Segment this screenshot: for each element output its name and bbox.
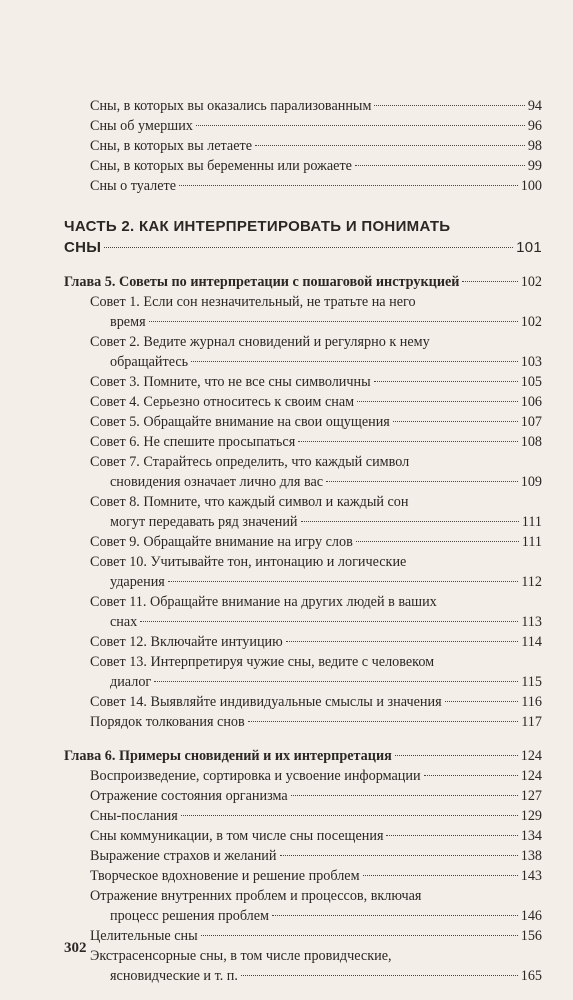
toc-entry bbox=[64, 156, 542, 176]
toc-entry-title: Совет 7. Старайтесь определить, что каждый символ bbox=[90, 454, 410, 470]
toc-entry bbox=[64, 632, 542, 652]
dot-leader bbox=[355, 165, 525, 166]
toc-entry bbox=[64, 886, 542, 906]
part-heading-line2: СНЫ bbox=[64, 239, 102, 256]
toc-entry-page: 165 bbox=[520, 968, 542, 984]
toc-entry-page: 116 bbox=[521, 694, 542, 710]
toc-entry bbox=[64, 492, 542, 512]
toc-entry-page: 103 bbox=[520, 354, 542, 370]
toc-entry-title: Воспроизведение, сортировка и усвоение информации bbox=[90, 768, 421, 784]
page-number: 302 bbox=[64, 940, 87, 956]
dot-leader bbox=[280, 855, 518, 856]
toc-entry-page: 102 bbox=[520, 274, 542, 290]
toc-entry bbox=[64, 946, 542, 966]
toc-entry-page: 124 bbox=[520, 768, 542, 784]
part-heading-line1: ЧАСТЬ 2. КАК ИНТЕРПРЕТИРОВАТЬ И ПОНИМАТЬ bbox=[64, 218, 451, 235]
toc-entry-title-cont: диалог bbox=[110, 674, 152, 690]
toc-entry-title-cont: время bbox=[110, 314, 146, 330]
dot-leader bbox=[272, 915, 518, 916]
dot-leader bbox=[393, 421, 518, 422]
toc-entry bbox=[64, 432, 542, 452]
toc-entry-title: Совет 5. Обращайте внимание на свои ощущения bbox=[90, 414, 390, 430]
toc-entry-title: Совет 1. Если сон незначительный, не тратьте на него bbox=[90, 294, 416, 310]
toc-entry bbox=[64, 766, 542, 786]
toc-entry-page: 124 bbox=[520, 748, 542, 764]
toc-entry-page: 114 bbox=[521, 634, 542, 650]
toc-entry bbox=[64, 452, 542, 472]
toc-entry-page: 107 bbox=[520, 414, 542, 430]
toc-entry-title: Совет 10. Учитывайте тон, интонацию и логические bbox=[90, 554, 407, 570]
toc-entry-cont bbox=[64, 906, 542, 926]
toc-entry-title-cont: снах bbox=[110, 614, 138, 630]
toc-entry-page: 134 bbox=[520, 828, 542, 844]
dot-leader bbox=[248, 721, 519, 722]
toc-entry-page: 111 bbox=[521, 534, 542, 550]
toc-entry bbox=[64, 652, 542, 672]
toc-entry-title: Совет 8. Помните, что каждый символ и каждый сон bbox=[90, 494, 409, 510]
toc-entry-cont bbox=[64, 672, 542, 692]
part-heading bbox=[64, 216, 542, 237]
dot-leader bbox=[104, 247, 513, 248]
toc-entry bbox=[64, 292, 542, 312]
toc-entry bbox=[64, 926, 542, 946]
chapter-title: Глава 5. Советы по интерпретации с пошаговой инструкцией bbox=[64, 274, 460, 290]
toc-entry-cont bbox=[64, 572, 542, 592]
toc-entry-page: 156 bbox=[520, 928, 542, 944]
toc-entry-page: 109 bbox=[520, 474, 542, 490]
part-heading-cont bbox=[64, 237, 542, 258]
toc-entry-title-cont: процесс решения проблем bbox=[110, 908, 270, 924]
dot-leader bbox=[196, 125, 525, 126]
toc-entry-cont bbox=[64, 612, 542, 632]
chapter-heading bbox=[64, 272, 542, 292]
toc-entry bbox=[64, 116, 542, 136]
toc-entry-title: Совет 13. Интерпретируя чужие сны, ведите с человеком bbox=[90, 654, 435, 670]
toc-entry-page: 143 bbox=[520, 868, 542, 884]
toc-entry-title-cont: сновидения означает лично для вас bbox=[110, 474, 324, 490]
dot-leader bbox=[363, 875, 518, 876]
toc-entry-title: Экстрасенсорные сны, в том числе провидческие, bbox=[90, 948, 392, 964]
dot-leader bbox=[140, 621, 518, 622]
toc-entry bbox=[64, 866, 542, 886]
toc-entry bbox=[64, 372, 542, 392]
toc-entry-title: Отражение внутренних проблем и процессов, включая bbox=[90, 888, 422, 904]
dot-leader bbox=[357, 401, 518, 402]
toc-entry-cont bbox=[64, 966, 542, 986]
toc-entry-title: Совет 6. Не спешите просыпаться bbox=[90, 434, 296, 450]
toc-entry bbox=[64, 136, 542, 156]
toc-entry-page: 115 bbox=[521, 674, 542, 690]
toc-entry-page: 100 bbox=[520, 178, 542, 194]
toc-entry-title: Совет 14. Выявляйте индивидуальные смыслы и значения bbox=[90, 694, 442, 710]
dot-leader bbox=[374, 105, 524, 106]
toc-entry-page: 129 bbox=[520, 808, 542, 824]
toc-entry-title: Отражение состояния организма bbox=[90, 788, 288, 804]
dot-leader bbox=[286, 641, 519, 642]
toc-entry-page: 98 bbox=[527, 138, 542, 154]
dot-leader bbox=[326, 481, 518, 482]
toc-entry-page: 102 bbox=[520, 314, 542, 330]
toc-entry-title-cont: ясновидческие и т. п. bbox=[110, 968, 238, 984]
toc-entry-title-cont: ударения bbox=[110, 574, 165, 590]
toc-entry-title: Сны, в которых вы летаете bbox=[90, 138, 252, 154]
dot-leader bbox=[298, 441, 517, 442]
toc-entry-page: 113 bbox=[521, 614, 542, 630]
toc-entry bbox=[64, 692, 542, 712]
toc-entry bbox=[64, 826, 542, 846]
toc-entry bbox=[64, 176, 542, 196]
toc-entry bbox=[64, 96, 542, 116]
toc-entry-page: 105 bbox=[520, 374, 542, 390]
toc-entry-title: Совет 3. Помните, что не все сны символичны bbox=[90, 374, 371, 390]
chapter-heading bbox=[64, 746, 542, 766]
toc-entry-page: 146 bbox=[520, 908, 542, 924]
dot-leader bbox=[462, 281, 517, 282]
dot-leader bbox=[395, 755, 518, 756]
dot-leader bbox=[301, 521, 519, 522]
toc-entry-title: Выражение страхов и желаний bbox=[90, 848, 277, 864]
toc-entry-page: 112 bbox=[521, 574, 542, 590]
dot-leader bbox=[374, 381, 518, 382]
dot-leader bbox=[424, 775, 518, 776]
toc-entry bbox=[64, 806, 542, 826]
toc-entry-title: Творческое вдохновение и решение проблем bbox=[90, 868, 360, 884]
dot-leader bbox=[179, 185, 518, 186]
toc-entry-title: Совет 12. Включайте интуицию bbox=[90, 634, 283, 650]
toc-entry-cont bbox=[64, 472, 542, 492]
dot-leader bbox=[168, 581, 518, 582]
toc-entry bbox=[64, 552, 542, 572]
toc-entry-page: 108 bbox=[520, 434, 542, 450]
toc-entry-page: 94 bbox=[527, 98, 542, 114]
toc-entry bbox=[64, 712, 542, 732]
dot-leader bbox=[386, 835, 517, 836]
toc-entry-page: 138 bbox=[520, 848, 542, 864]
toc-entry-title: Сны о туалете bbox=[90, 178, 176, 194]
toc-entry bbox=[64, 846, 542, 866]
toc-entry-title: Совет 9. Обращайте внимание на игру слов bbox=[90, 534, 353, 550]
toc-entry-title: Сны, в которых вы беременны или рожаете bbox=[90, 158, 352, 174]
toc-entry bbox=[64, 532, 542, 552]
dot-leader bbox=[356, 541, 519, 542]
dot-leader bbox=[445, 701, 519, 702]
dot-leader bbox=[255, 145, 525, 146]
toc-entry-title: Совет 4. Серьезно относитесь к своим снам bbox=[90, 394, 355, 410]
toc-entry-title: Порядок толкования снов bbox=[90, 714, 245, 730]
dot-leader bbox=[181, 815, 518, 816]
toc-entry-cont bbox=[64, 512, 542, 532]
dot-leader bbox=[149, 321, 518, 322]
toc-entry-title: Сны, в которых вы оказались парализованным bbox=[90, 98, 372, 114]
toc-entry bbox=[64, 592, 542, 612]
dot-leader bbox=[201, 935, 518, 936]
toc-entry-title: Целительные сны bbox=[90, 928, 198, 944]
toc-entry-page: 101 bbox=[516, 239, 542, 256]
toc-entry-cont bbox=[64, 312, 542, 332]
toc-entry-title: Совет 2. Ведите журнал сновидений и регулярно к нему bbox=[90, 334, 430, 350]
toc-entry-page: 117 bbox=[521, 714, 542, 730]
toc-entry-page: 127 bbox=[520, 788, 542, 804]
toc-entry bbox=[64, 412, 542, 432]
toc-entry-cont bbox=[64, 352, 542, 372]
toc-entry bbox=[64, 392, 542, 412]
dot-leader bbox=[291, 795, 518, 796]
toc-entry-title: Сны-послания bbox=[90, 808, 178, 824]
dot-leader bbox=[241, 975, 518, 976]
toc-entry-title-cont: обращайтесь bbox=[110, 354, 189, 370]
toc-entry-page: 99 bbox=[527, 158, 542, 174]
toc-entry-page: 111 bbox=[521, 514, 542, 530]
dot-leader bbox=[154, 681, 518, 682]
chapter-title: Глава 6. Примеры сновидений и их интерпретация bbox=[64, 748, 392, 764]
toc-entry-title-cont: могут передавать ряд значений bbox=[110, 514, 298, 530]
toc-entry-title: Сны коммуникации, в том числе сны посещения bbox=[90, 828, 384, 844]
toc-entry bbox=[64, 786, 542, 806]
toc-entry-title: Совет 11. Обращайте внимание на других людей в ваших bbox=[90, 594, 437, 610]
toc-entry-page: 96 bbox=[527, 118, 542, 134]
toc-entry bbox=[64, 332, 542, 352]
toc-entry-title: Сны об умерших bbox=[90, 118, 193, 134]
dot-leader bbox=[191, 361, 518, 362]
table-of-contents bbox=[64, 96, 542, 986]
toc-entry-page: 106 bbox=[520, 394, 542, 410]
